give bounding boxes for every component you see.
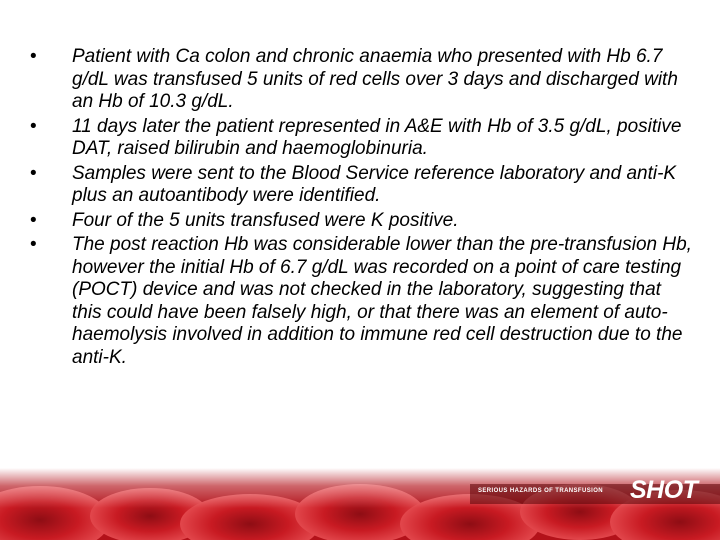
red-blood-cell-image: [0, 468, 720, 540]
bullet-text: 11 days later the patient represented in A&E with Hb of 3.5 g/dL, positive DAT, raised bilirubin and haemoglobinuria.: [72, 115, 682, 159]
bullet-text: Four of the 5 units transfused were K positive.: [72, 209, 459, 231]
bullet-item: [22, 234, 694, 369]
bullet-item: [22, 163, 694, 208]
bullet-item: [22, 116, 694, 161]
bullet-dot: •: [30, 209, 37, 231]
bullet-dot: •: [30, 46, 37, 67]
bullet-dot: •: [30, 234, 37, 255]
bullet-list: [22, 46, 694, 371]
bullet-item: [22, 46, 694, 114]
bullet-item: [22, 210, 694, 233]
bullet-text: Samples were sent to the Blood Service reference laboratory and anti-K plus an autoantibody were identified.: [72, 162, 677, 206]
footer-banner: [0, 468, 720, 540]
footer-tagline: SERIOUS HAZARDS OF TRANSFUSION: [478, 488, 604, 494]
bullet-text: Patient with Ca colon and chronic anaemia who presented with Hb 6.7 g/dL was transfused 5 units of red cells over 3 days and discharged with an Hb of 10.3 g/dL.: [72, 46, 678, 112]
bullet-text: The post reaction Hb was considerable lower than the pre-transfusion Hb, however the initial Hb of 6.7 g/dL was recorded on a point of care testing (POCT) device and was not checked in the laboratory, suggesting that this could have been falsely high, or that there was an element of auto-haemolysis involved in addition to immune red cell destruction due to the anti-K.: [72, 234, 692, 368]
bullet-dot: •: [30, 115, 37, 137]
bullet-dot: •: [30, 162, 37, 184]
shot-logo: SHOT: [630, 476, 698, 504]
